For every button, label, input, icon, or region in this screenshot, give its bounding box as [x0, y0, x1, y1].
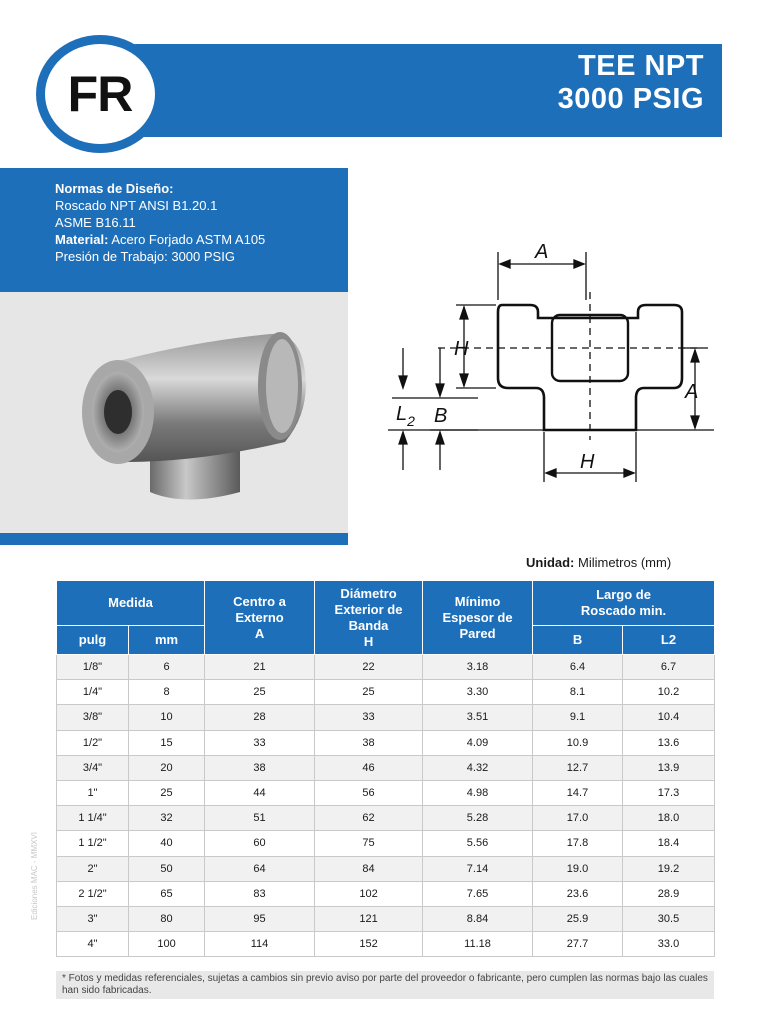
table-row: [57, 831, 715, 856]
material-line: [55, 231, 265, 248]
cell-a: 21: [205, 655, 315, 680]
dim-label-h-left: H: [454, 338, 469, 360]
design-specs-panel: [0, 168, 348, 292]
cell-l2: 13.6: [623, 730, 715, 755]
dim-label-l-sub: 2: [407, 413, 415, 429]
logo-text: FR: [67, 66, 133, 122]
cell-b: 27.7: [533, 932, 623, 957]
table-row: [57, 806, 715, 831]
cell-l2: 10.2: [623, 680, 715, 705]
dim-label-b: B: [434, 405, 448, 427]
cell-b: 23.6: [533, 881, 623, 906]
cell-mm: 15: [129, 730, 205, 755]
header-diametro-3: Banda: [348, 617, 389, 633]
cell-pulg: 1 1/2": [57, 831, 129, 856]
header-largo-2: Roscado min.: [580, 603, 667, 618]
cell-pulg: 1/4": [57, 680, 129, 705]
unit-label: [526, 555, 671, 570]
header-minimo-3: Pared: [459, 625, 496, 641]
cell-a: 64: [205, 856, 315, 881]
cell-h: 62: [315, 806, 423, 831]
cell-h: 46: [315, 755, 423, 780]
header-largo: [533, 581, 715, 626]
table-row: [57, 680, 715, 705]
header-diametro-2: Exterior de: [334, 601, 403, 617]
cell-h: 25: [315, 680, 423, 705]
dim-label-a-top: A: [535, 241, 549, 263]
unit-label-value: Milimetros (mm): [574, 555, 672, 570]
product-photo-panel: [0, 292, 348, 545]
cell-l2: 13.9: [623, 755, 715, 780]
header-b: B: [533, 626, 623, 655]
normas-line-2: ASME B16.11: [55, 215, 136, 230]
cell-mm: 40: [129, 831, 205, 856]
header-centro-1: Centro a: [233, 593, 286, 609]
cell-l2: 19.2: [623, 856, 715, 881]
cell-pulg: 1 1/4": [57, 806, 129, 831]
cell-pulg: 3": [57, 906, 129, 931]
cell-pared: 4.98: [423, 780, 533, 805]
cell-b: 17.0: [533, 806, 623, 831]
table-body: [57, 655, 715, 957]
cell-pared: 4.09: [423, 730, 533, 755]
cell-b: 10.9: [533, 730, 623, 755]
header-centro-3: A: [254, 625, 265, 641]
cell-pulg: 1": [57, 780, 129, 805]
header-centro: [205, 581, 315, 655]
cell-pulg: 1/8": [57, 655, 129, 680]
cell-mm: 32: [129, 806, 205, 831]
header-diametro-1: Diámetro: [340, 585, 397, 601]
cell-a: 33: [205, 730, 315, 755]
table-row: [57, 730, 715, 755]
footnote: * Fotos y medidas referenciales, sujetas a cambios sin previo aviso por parte del proveedor o fabricante, pero cumplen las normas bajo las cuales han sido fabricadas.: [56, 971, 714, 999]
dimensions-table: [56, 580, 715, 957]
table-row: [57, 881, 715, 906]
cell-a: 60: [205, 831, 315, 856]
cell-pared: 4.32: [423, 755, 533, 780]
cell-mm: 50: [129, 856, 205, 881]
cell-b: 12.7: [533, 755, 623, 780]
header-bar: [130, 44, 722, 137]
header-minimo: [423, 581, 533, 655]
cell-a: 83: [205, 881, 315, 906]
cell-h: 38: [315, 730, 423, 755]
normas-label: Normas de Diseño:: [55, 181, 174, 196]
cell-mm: 10: [129, 705, 205, 730]
cell-l2: 18.0: [623, 806, 715, 831]
cell-h: 121: [315, 906, 423, 931]
presion-line: Presión de Trabajo: 3000 PSIG: [55, 249, 235, 264]
cell-h: 75: [315, 831, 423, 856]
cell-pulg: 4": [57, 932, 129, 957]
material-label: Material:: [55, 232, 109, 247]
header-minimo-2: Espesor de: [442, 609, 513, 625]
edition-side-note: Ediciones MAC - MMXVI: [30, 831, 39, 920]
cell-a: 28: [205, 705, 315, 730]
title-line-1: TEE NPT: [578, 50, 704, 82]
cell-l2: 18.4: [623, 831, 715, 856]
normas-line-1: Roscado NPT ANSI B1.20.1: [55, 198, 218, 213]
cell-h: 22: [315, 655, 423, 680]
cell-l2: 17.3: [623, 780, 715, 805]
cell-l2: 28.9: [623, 881, 715, 906]
cell-b: 9.1: [533, 705, 623, 730]
cell-pulg: 3/8": [57, 705, 129, 730]
cell-mm: 65: [129, 881, 205, 906]
cell-h: 56: [315, 780, 423, 805]
tee-fitting-photo: [0, 292, 348, 545]
cell-pulg: 2": [57, 856, 129, 881]
table-row: [57, 755, 715, 780]
cell-h: 84: [315, 856, 423, 881]
header-centro-2: Externo: [235, 609, 284, 625]
cell-b: 25.9: [533, 906, 623, 931]
cell-l2: 30.5: [623, 906, 715, 931]
table-row: [57, 655, 715, 680]
cell-a: 95: [205, 906, 315, 931]
cell-a: 38: [205, 755, 315, 780]
cell-h: 33: [315, 705, 423, 730]
header-mm: mm: [129, 626, 205, 655]
cell-a: 25: [205, 680, 315, 705]
cell-mm: 80: [129, 906, 205, 931]
cell-a: 44: [205, 780, 315, 805]
cell-h: 102: [315, 881, 423, 906]
tee-dimension-drawing: [378, 230, 718, 490]
cell-mm: 6: [129, 655, 205, 680]
cell-b: 19.0: [533, 856, 623, 881]
cell-a: 114: [205, 932, 315, 957]
cell-l2: 33.0: [623, 932, 715, 957]
cell-b: 14.7: [533, 780, 623, 805]
header-diametro: [315, 581, 423, 655]
table-row: [57, 932, 715, 957]
cell-pared: 3.51: [423, 705, 533, 730]
table-row: [57, 906, 715, 931]
logo: [36, 35, 164, 153]
cell-l2: 6.7: [623, 655, 715, 680]
unit-label-key: Unidad:: [526, 555, 575, 570]
cell-pared: 11.18: [423, 932, 533, 957]
table-row: [57, 780, 715, 805]
header-medida: Medida: [57, 581, 205, 626]
cell-pared: 5.28: [423, 806, 533, 831]
cell-b: 8.1: [533, 680, 623, 705]
cell-pared: 7.14: [423, 856, 533, 881]
header-l2: L2: [623, 626, 715, 655]
cell-pared: 7.65: [423, 881, 533, 906]
photo-bottom-stripe: [0, 533, 348, 545]
cell-mm: 8: [129, 680, 205, 705]
cell-pulg: 1/2": [57, 730, 129, 755]
cell-pared: 3.18: [423, 655, 533, 680]
dim-label-l2: [396, 403, 415, 429]
dim-label-h-bottom: H: [580, 451, 595, 473]
title-line-2: 3000 PSIG: [557, 83, 704, 115]
cell-a: 51: [205, 806, 315, 831]
cell-mm: 100: [129, 932, 205, 957]
header-minimo-1: Mínimo: [454, 593, 501, 609]
cell-l2: 10.4: [623, 705, 715, 730]
material-value: Acero Forjado ASTM A105: [108, 232, 266, 247]
cell-h: 152: [315, 932, 423, 957]
cell-pared: 8.84: [423, 906, 533, 931]
cell-pulg: 2 1/2": [57, 881, 129, 906]
cell-mm: 25: [129, 780, 205, 805]
cell-pared: 3.30: [423, 680, 533, 705]
dim-label-l: L: [396, 403, 408, 425]
dim-label-a-right: A: [685, 381, 699, 403]
table-row: [57, 705, 715, 730]
cell-pulg: 3/4": [57, 755, 129, 780]
cell-pared: 5.56: [423, 831, 533, 856]
header-largo-1: Largo de: [596, 587, 651, 602]
cell-b: 6.4: [533, 655, 623, 680]
page-title: [558, 50, 704, 116]
cell-b: 17.8: [533, 831, 623, 856]
header-diametro-4: H: [363, 633, 374, 649]
dimension-diagram: [378, 230, 718, 490]
cell-mm: 20: [129, 755, 205, 780]
header-pulg: pulg: [57, 626, 129, 655]
table-row: [57, 856, 715, 881]
